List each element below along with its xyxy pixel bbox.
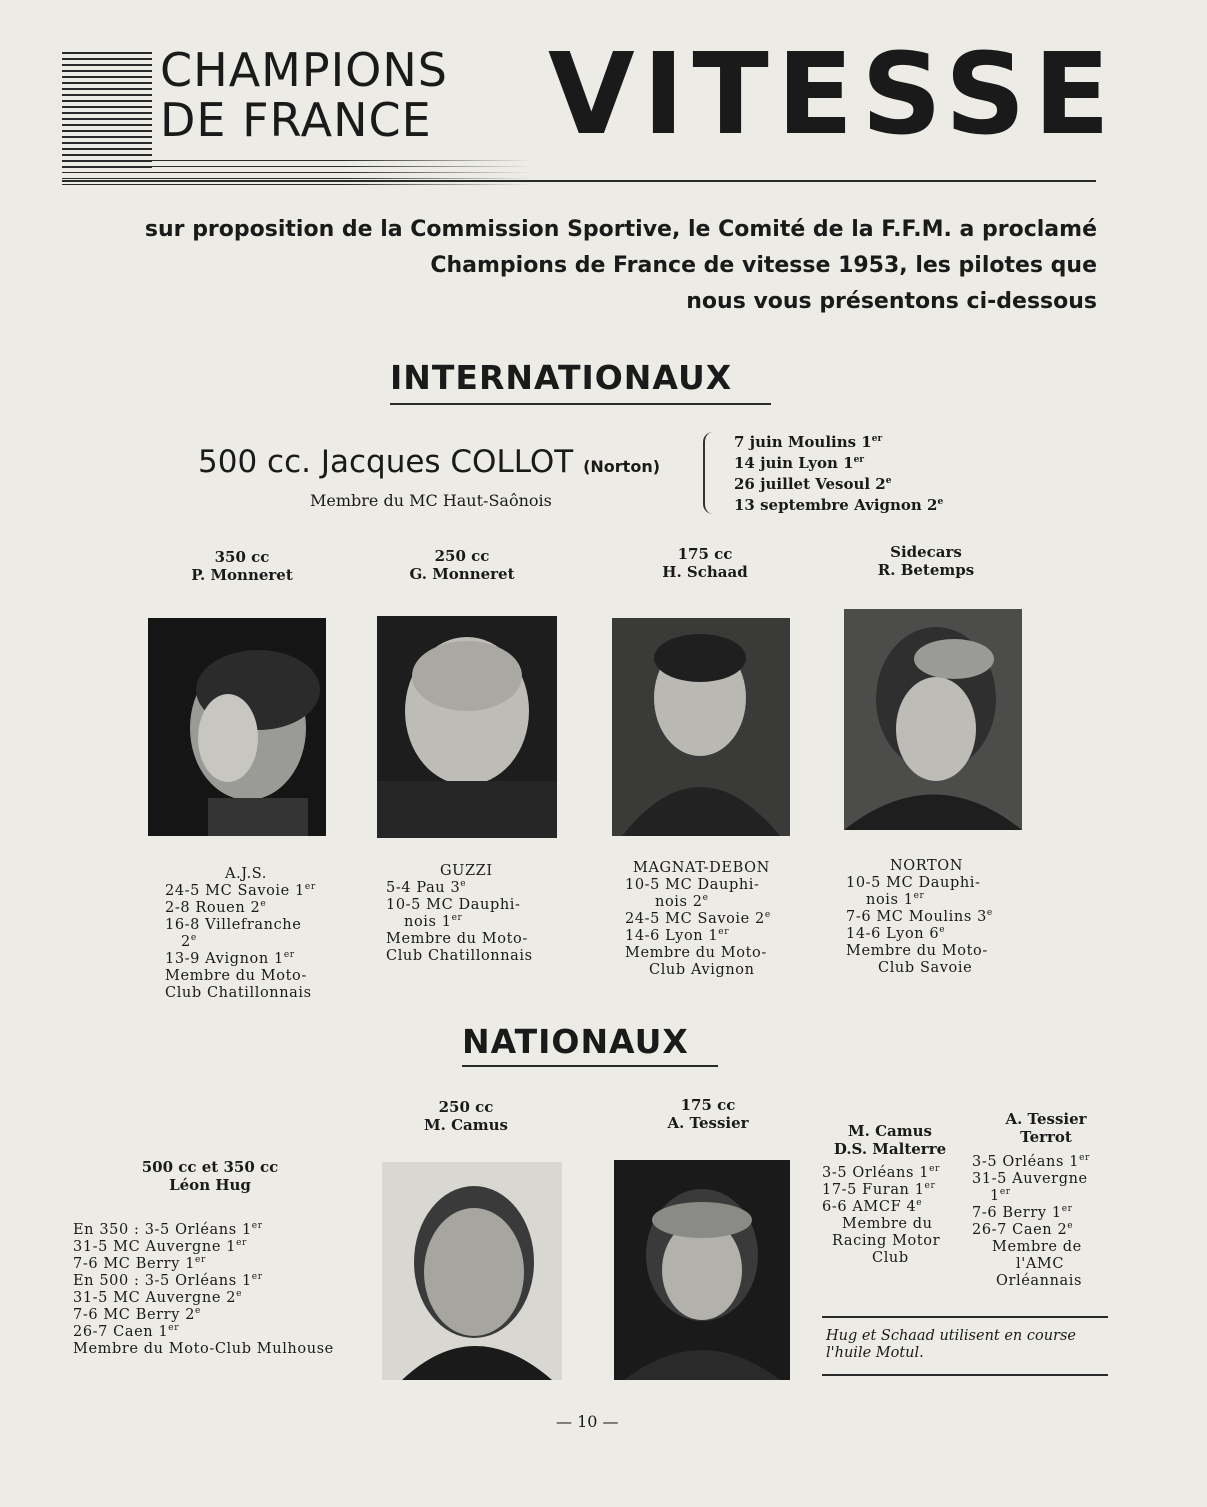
record-line: Club bbox=[872, 1250, 909, 1266]
rider-name: A. Tessier bbox=[1005, 1110, 1087, 1128]
rider-make: Terrot bbox=[1020, 1128, 1072, 1146]
record-line: 3-5 Orléans 1er bbox=[822, 1164, 940, 1181]
main-results bbox=[734, 432, 943, 516]
record-line: Club Chatillonnais bbox=[165, 985, 312, 1001]
rider-name: A. Tessier bbox=[667, 1114, 749, 1132]
ordinal-suffix: er bbox=[251, 1221, 263, 1232]
ordinal-suffix: er bbox=[718, 927, 730, 938]
header-stripes-underline bbox=[62, 160, 532, 188]
rider-name: M. Camus bbox=[848, 1122, 932, 1140]
record-line: 7-6 MC Berry 2e bbox=[73, 1306, 201, 1323]
record-line: nois 1er bbox=[404, 913, 463, 930]
record-line: Club Avignon bbox=[649, 962, 755, 978]
rider-caption bbox=[392, 547, 532, 583]
ordinal-suffix: er bbox=[251, 1272, 263, 1283]
ordinal-suffix: er bbox=[304, 882, 316, 893]
record-line: 13-9 Avignon 1er bbox=[165, 950, 295, 967]
ordinal-suffix: er bbox=[999, 1187, 1011, 1198]
ordinal-suffix: er bbox=[929, 1164, 940, 1175]
ordinal-suffix: er bbox=[871, 434, 883, 444]
ordinal-suffix: er bbox=[924, 1181, 936, 1192]
record-line: 14-6 Lyon 6e bbox=[846, 925, 946, 942]
ordinal-suffix: e bbox=[764, 910, 771, 921]
rider-caption bbox=[396, 1098, 536, 1134]
record-line: nois 2e bbox=[655, 893, 709, 910]
rider-class: 250 cc bbox=[438, 1098, 494, 1116]
rider-class: 500 cc et 350 cc bbox=[141, 1158, 279, 1176]
record-line: 6-6 AMCF 4e bbox=[822, 1198, 923, 1215]
ordinal-suffix: e bbox=[916, 1198, 923, 1209]
header-stripes bbox=[62, 52, 152, 170]
vitesse-title: VITESSE bbox=[548, 30, 1119, 160]
ordinal-suffix: e bbox=[885, 476, 892, 486]
record-line: 24-5 MC Savoie 1er bbox=[165, 882, 316, 899]
record-line: 10-5 MC Dauphi- bbox=[625, 877, 760, 893]
ordinal-suffix: er bbox=[168, 1323, 180, 1334]
record-line: Membre du Moto-Club Mulhouse bbox=[73, 1341, 334, 1357]
main-class: 500 cc. bbox=[198, 444, 311, 480]
ordinal-suffix: er bbox=[1079, 1153, 1090, 1164]
record-line: 7-6 MC Berry 1er bbox=[73, 1255, 206, 1272]
page-number: — 10 — bbox=[556, 1412, 619, 1431]
ordinal-suffix: e bbox=[937, 497, 944, 507]
note-rule-bottom bbox=[822, 1374, 1108, 1376]
rider-record bbox=[625, 860, 805, 979]
rider-caption bbox=[120, 1158, 300, 1194]
ordinal-suffix: er bbox=[1061, 1204, 1073, 1215]
record-line: 26-7 Caen 2e bbox=[972, 1221, 1074, 1238]
record-line: En 500 : 3-5 Orléans 1er bbox=[73, 1272, 263, 1289]
rider-caption bbox=[638, 1096, 778, 1132]
rider-make: GUZZI bbox=[440, 863, 493, 879]
rider-name: M. Camus bbox=[424, 1116, 508, 1134]
ordinal-suffix: e bbox=[986, 908, 993, 919]
portrait-photo bbox=[614, 1160, 790, 1380]
portrait-photo bbox=[148, 618, 326, 836]
portrait-photo bbox=[377, 616, 557, 838]
record-line: Club Chatillonnais bbox=[386, 948, 533, 964]
rider-make: MAGNAT-DEBON bbox=[633, 860, 770, 876]
rider-make: D.S. Malterre bbox=[833, 1140, 947, 1158]
record-line: En 350 : 3-5 Orléans 1er bbox=[73, 1221, 263, 1238]
record-line: 16-8 Villefranche bbox=[165, 917, 302, 933]
record-line: Membre de bbox=[992, 1239, 1082, 1255]
record-line: Orléannais bbox=[996, 1273, 1083, 1289]
record-line: Membre du Moto- bbox=[846, 943, 988, 959]
record-line: l'AMC bbox=[1016, 1256, 1065, 1272]
ordinal-suffix: er bbox=[853, 455, 865, 465]
rider-name: Léon Hug bbox=[169, 1176, 251, 1194]
main-name: Jacques COLLOT bbox=[320, 444, 574, 480]
record-line: 2-8 Rouen 2e bbox=[165, 899, 267, 916]
rider-record bbox=[386, 863, 566, 965]
portrait-photo bbox=[844, 609, 1022, 830]
rider-caption bbox=[856, 543, 996, 579]
record-line: Racing Motor bbox=[832, 1233, 941, 1249]
record-line: 7-6 Berry 1er bbox=[972, 1204, 1073, 1221]
result-line: 26 juillet Vesoul 2e bbox=[734, 475, 892, 493]
result-line: 13 septembre Avignon 2e bbox=[734, 496, 944, 514]
ordinal-suffix: e bbox=[702, 893, 709, 904]
ordinal-suffix: e bbox=[260, 899, 267, 910]
result-line: 14 juin Lyon 1er bbox=[734, 454, 865, 472]
record-line: 3-5 Orléans 1er bbox=[972, 1153, 1090, 1170]
rider-make: A.J.S. bbox=[225, 866, 268, 882]
record-line: 31-5 Auvergne bbox=[972, 1171, 1088, 1187]
section-title-nationaux: NATIONAUX bbox=[462, 1022, 689, 1061]
ordinal-suffix: er bbox=[195, 1255, 206, 1266]
champions-line1: CHAMPIONS bbox=[160, 43, 448, 97]
rider-class: Sidecars bbox=[890, 543, 962, 561]
rider-record bbox=[822, 1165, 972, 1267]
ordinal-suffix: e bbox=[1067, 1221, 1074, 1232]
rider-name: P. Monneret bbox=[191, 566, 293, 584]
rider-record bbox=[972, 1154, 1122, 1290]
ordinal-suffix: e bbox=[460, 879, 467, 890]
record-line: 17-5 Furan 1er bbox=[822, 1181, 936, 1198]
rider-class: 175 cc bbox=[680, 1096, 736, 1114]
rider-caption bbox=[820, 1122, 960, 1158]
result-line: 7 juin Moulins 1er bbox=[734, 433, 883, 451]
champions-title bbox=[160, 45, 470, 145]
record-line: 10-5 MC Dauphi- bbox=[386, 897, 521, 913]
header-rule bbox=[62, 180, 1096, 182]
main-member: Membre du MC Haut-Saônois bbox=[310, 491, 552, 510]
results-brace bbox=[703, 432, 715, 514]
ordinal-suffix: e bbox=[939, 925, 946, 936]
record-line: 31-5 MC Auvergne 1er bbox=[73, 1238, 247, 1255]
record-line: 7-6 MC Moulins 3e bbox=[846, 908, 993, 925]
rider-caption bbox=[976, 1110, 1116, 1146]
section-rule bbox=[462, 1065, 718, 1067]
main-make: (Norton) bbox=[583, 457, 661, 476]
ordinal-suffix: er bbox=[451, 913, 463, 924]
ordinal-suffix: er bbox=[283, 950, 295, 961]
rider-name: G. Monneret bbox=[409, 565, 515, 583]
record-line: 26-7 Caen 1er bbox=[73, 1323, 180, 1340]
intro-line: nous vous présentons ci-dessous bbox=[686, 289, 1097, 314]
record-line: 5-4 Pau 3e bbox=[386, 879, 467, 896]
rider-caption bbox=[635, 545, 775, 581]
ordinal-suffix: e bbox=[236, 1289, 243, 1300]
record-line: Club Savoie bbox=[878, 960, 973, 976]
rider-caption bbox=[172, 548, 312, 584]
intro-text bbox=[145, 212, 1097, 320]
motul-note: Hug et Schaad utilisent en course l'huile Motul. bbox=[826, 1328, 1077, 1361]
rider-record bbox=[165, 866, 345, 1002]
intro-line: sur proposition de la Commission Sportive, le Comité de la F.F.M. a proclamé bbox=[144, 217, 1097, 242]
champions-line2: DE FRANCE bbox=[160, 93, 432, 147]
record-line: Membre du Moto- bbox=[165, 968, 307, 984]
rider-record bbox=[73, 1222, 373, 1358]
intro-line: Champions de France de vitesse 1953, les pilotes que bbox=[430, 253, 1097, 278]
rider-record bbox=[846, 858, 1026, 977]
ordinal-suffix: er bbox=[236, 1238, 247, 1249]
ordinal-suffix: e bbox=[195, 1306, 201, 1317]
section-title-internationaux: INTERNATIONAUX bbox=[390, 358, 733, 397]
portrait-photo bbox=[612, 618, 790, 836]
record-line: Membre du bbox=[842, 1216, 933, 1232]
rider-name: H. Schaad bbox=[662, 563, 748, 581]
record-line: Membre du Moto- bbox=[625, 945, 767, 961]
record-line: 31-5 MC Auvergne 2e bbox=[73, 1289, 243, 1306]
record-line: 10-5 MC Dauphi- bbox=[846, 875, 981, 891]
record-line: nois 1er bbox=[866, 891, 925, 908]
ordinal-suffix: er bbox=[913, 891, 925, 902]
record-line: 24-5 MC Savoie 2e bbox=[625, 910, 771, 927]
record-line: 1er bbox=[990, 1187, 1011, 1204]
portrait-photo bbox=[382, 1162, 562, 1380]
note-rule-top bbox=[822, 1316, 1108, 1318]
rider-name: R. Betemps bbox=[877, 561, 975, 579]
record-line: 14-6 Lyon 1er bbox=[625, 927, 730, 944]
rider-class: 350 cc bbox=[214, 548, 270, 566]
rider-class: 175 cc bbox=[677, 545, 733, 563]
section-rule bbox=[390, 403, 771, 405]
rider-class: 250 cc bbox=[434, 547, 490, 565]
ordinal-suffix: e bbox=[190, 933, 197, 944]
record-line: Membre du Moto- bbox=[386, 931, 528, 947]
main-champion-line bbox=[198, 444, 660, 480]
record-line: 2e bbox=[181, 933, 197, 950]
rider-make: NORTON bbox=[890, 858, 964, 874]
